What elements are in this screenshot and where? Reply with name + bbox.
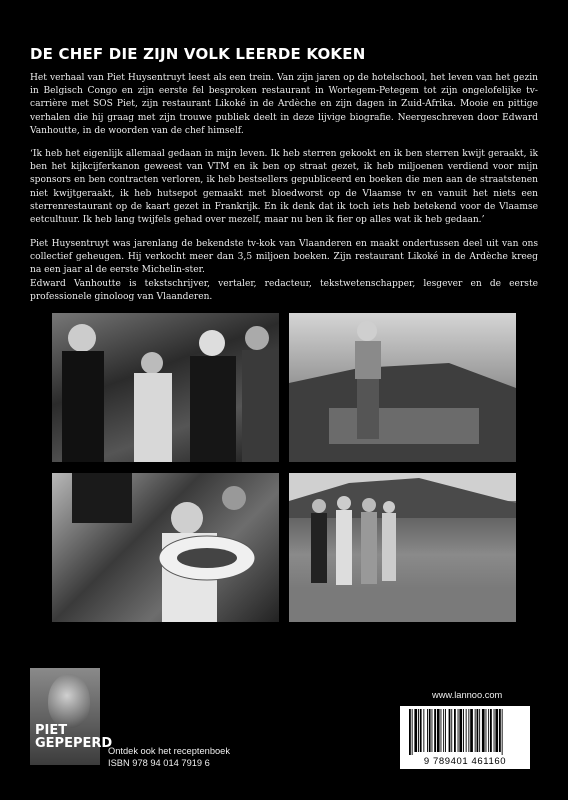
photo-boy-on-car — [289, 313, 516, 462]
cover-title — [35, 724, 112, 750]
page-title: DE CHEF DIE ZIJN VOLK LEERDE KOKEN — [30, 45, 366, 63]
photo-family-coast — [289, 473, 516, 622]
quote-paragraph: ‘Ik heb het eigenlijk allemaal gedaan in mijn leven. Ik heb sterren gekookt en ik ben sterren kwijt geraakt, ik ben het kijkcijferkanon geweest van VTM en ik ben op straat gezet, ik heb miljoenen verdiend voor mijn sponsors en ben contracten verloren, ik heb bestsellers gepubliceerd en boeken die men aan de straatstenen niet kwijtgeraakt, ik heb hutsepot gemaakt met bloedworst op de Vlaamse tv en vanuit het niets een sterrenrestaurant op de kaart gezet in Frankrijk. En ik denk dat ik toch iets heb betekend voor de Vlaamse eetcultuur. Ik heb lang twijfels gehad over mezelf, maar nu ben ik fier op alles wat ik heb gedaan.’ — [30, 149, 538, 226]
intro-paragraph: Het verhaal van Piet Huysentruyt leest als een trein. Van zijn jaren op de hotelschool, het leven van het gezin in Belgisch Congo en zijn eerste fel besproken restaurant in Wortegem-Petegem tot zijn ongelofelijke tv-carrière met SOS Piet, zijn restaurant Likoké in de Ardèche en zijn dagen in Zuid-Afrika. Mooie en pittige verhalen die hij graag met zijn trouwe publiek deelt in deze lijvige biografie. Neergeschreven door Edward Vanhoutte, in de woorden van de chef himself. — [30, 73, 538, 136]
photo-group-event — [52, 313, 279, 462]
publisher-url: www.lannoo.com — [432, 690, 503, 700]
barcode-bars — [403, 709, 527, 755]
photo-group-event-art — [52, 313, 279, 462]
recipe-book-isbn: ISBN 978 94 014 7919 6 — [108, 758, 210, 768]
recipe-book-cover — [30, 668, 113, 765]
photo-chef-with-platter-art — [52, 473, 279, 622]
author-bio: Piet Huysentruyt was jarenlang de bekendste tv-kok van Vlaanderen en maakt ondertussen deel uit van ons collectief geheugen. Hij verkocht meer dan 3,5 miljoen boeken. Zijn restaurant Likoké in de Ardèche kreeg na een jaar al de eerste Michelin-ster. — [30, 239, 538, 276]
recipe-book-text: Ontdek ook het receptenboek — [108, 746, 230, 756]
cover-portrait — [48, 674, 90, 728]
recipe-book-note — [108, 745, 230, 769]
barcode-digits: 9 789401 461160 — [423, 756, 507, 767]
bio-paragraph — [30, 238, 538, 304]
photo-chef-with-platter — [52, 473, 279, 622]
cover-title-line1: PIET — [35, 723, 68, 738]
writer-bio: Edward Vanhoutte is tekstschrijver, vertaler, redacteur, tekstwetenschapper, lesgever en de eerste professionele ginoloog van Vlaanderen. — [30, 278, 538, 302]
photo-family-coast-art — [289, 473, 516, 622]
photo-boy-on-car-art — [289, 313, 516, 462]
cover-title-line2: GEPEPERD — [35, 736, 113, 751]
isbn-barcode — [400, 706, 530, 769]
